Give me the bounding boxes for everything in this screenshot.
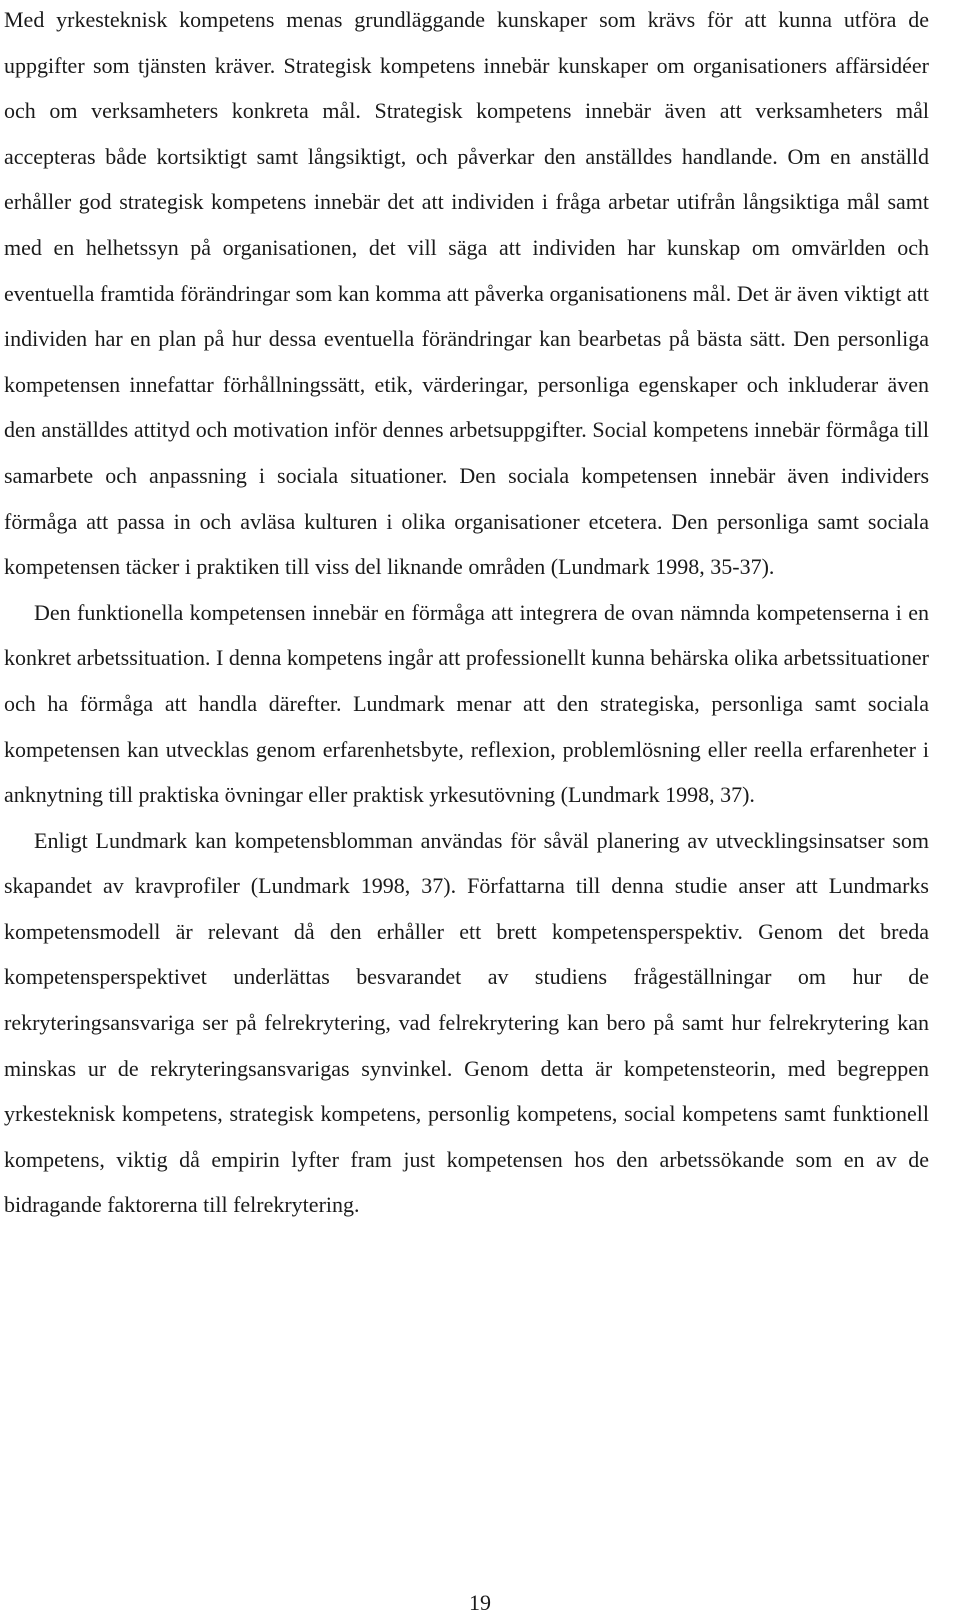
page-number: 19 <box>469 1590 491 1615</box>
body-text <box>4 0 929 1228</box>
paragraph-functional-competence: Den funktionella kompetensen innebär en förmåga att integrera de ovan nämnda kompetenserna i en konkret arbetssituation. I denna kompetens ingår att professionellt kunna behärska olika arbetssituationer och ha förmåga att handla därefter. Lundmark menar att den strategiska, personliga samt sociala kompetensen kan utvecklas genom erfarenhetsbyte, reflexion, problemlösning eller reella erfarenheter i anknytning till praktiska övningar eller praktisk yrkesutövning (Lundmark 1998, 37). <box>4 599 929 808</box>
paragraph-competence-flower: Enligt Lundmark kan kompetensblomman användas för såväl planering av utvecklingsinsatser som skapandet av kravprofiler (Lundmark 1998, 37). Författarna till denna studie anser att Lundmarks kompetensmodell är relevant då den erhåller ett brett kompetensperspektiv. Genom det breda kompetensperspektivet underlättas besvarandet av studiens frågeställningar om hur de rekryteringsansvariga ser på felrekrytering, vad felrekrytering kan bero på samt hur felrekrytering kan minskas ur de rekryteringsansvarigas synvinkel. Genom detta är kompetensteorin, med begreppen yrkesteknisk kompetens, strategisk kompetens, personlig kompetens, social kompetens samt funktionell kompetens, viktig då empirin lyfter fram just kompetensen hos den arbetssökande som en av de bidragande faktorerna till felrekrytering. <box>4 827 929 1218</box>
paragraph-competence-types: Med yrkesteknisk kompetens menas grundläggande kunskaper som krävs för att kunna utföra de uppgifter som tjänsten kräver. Strategisk kompetens innebär kunskaper om organisationers affärsidéer och om verksamheters konkreta mål. Strategisk kompetens innebär även att verksamheters mål accepteras både kortsiktigt samt långsiktigt, och påverkar den anställdes handlande. Om en anställd erhåller god strategisk kompetens innebär det att individen i fråga arbetar utifrån långsiktiga mål samt med en helhetssyn på organisationen, det vill säga att individen har kunskap om omvärlden och eventuella framtida förändringar som kan komma att påverka organisationens mål. Det är även viktigt att individen har en plan på hur dessa eventuella förändringar kan bearbetas på bästa sätt. Den personliga kompetensen innefattar förhållningssätt, etik, värderingar, personliga egenskaper och inkluderar även den anställdes attityd och motivation inför dennes arbetsuppgifter. Social kompetens innebär förmåga till samarbete och anpassning i sociala situationer. Den sociala kompetensen innebär även individers förmåga att passa in och avläsa kulturen i olika organisationer etcetera. Den personliga samt sociala kompetensen täcker i praktiken till viss del liknande områden (Lundmark 1998, 35-37). <box>4 7 929 580</box>
